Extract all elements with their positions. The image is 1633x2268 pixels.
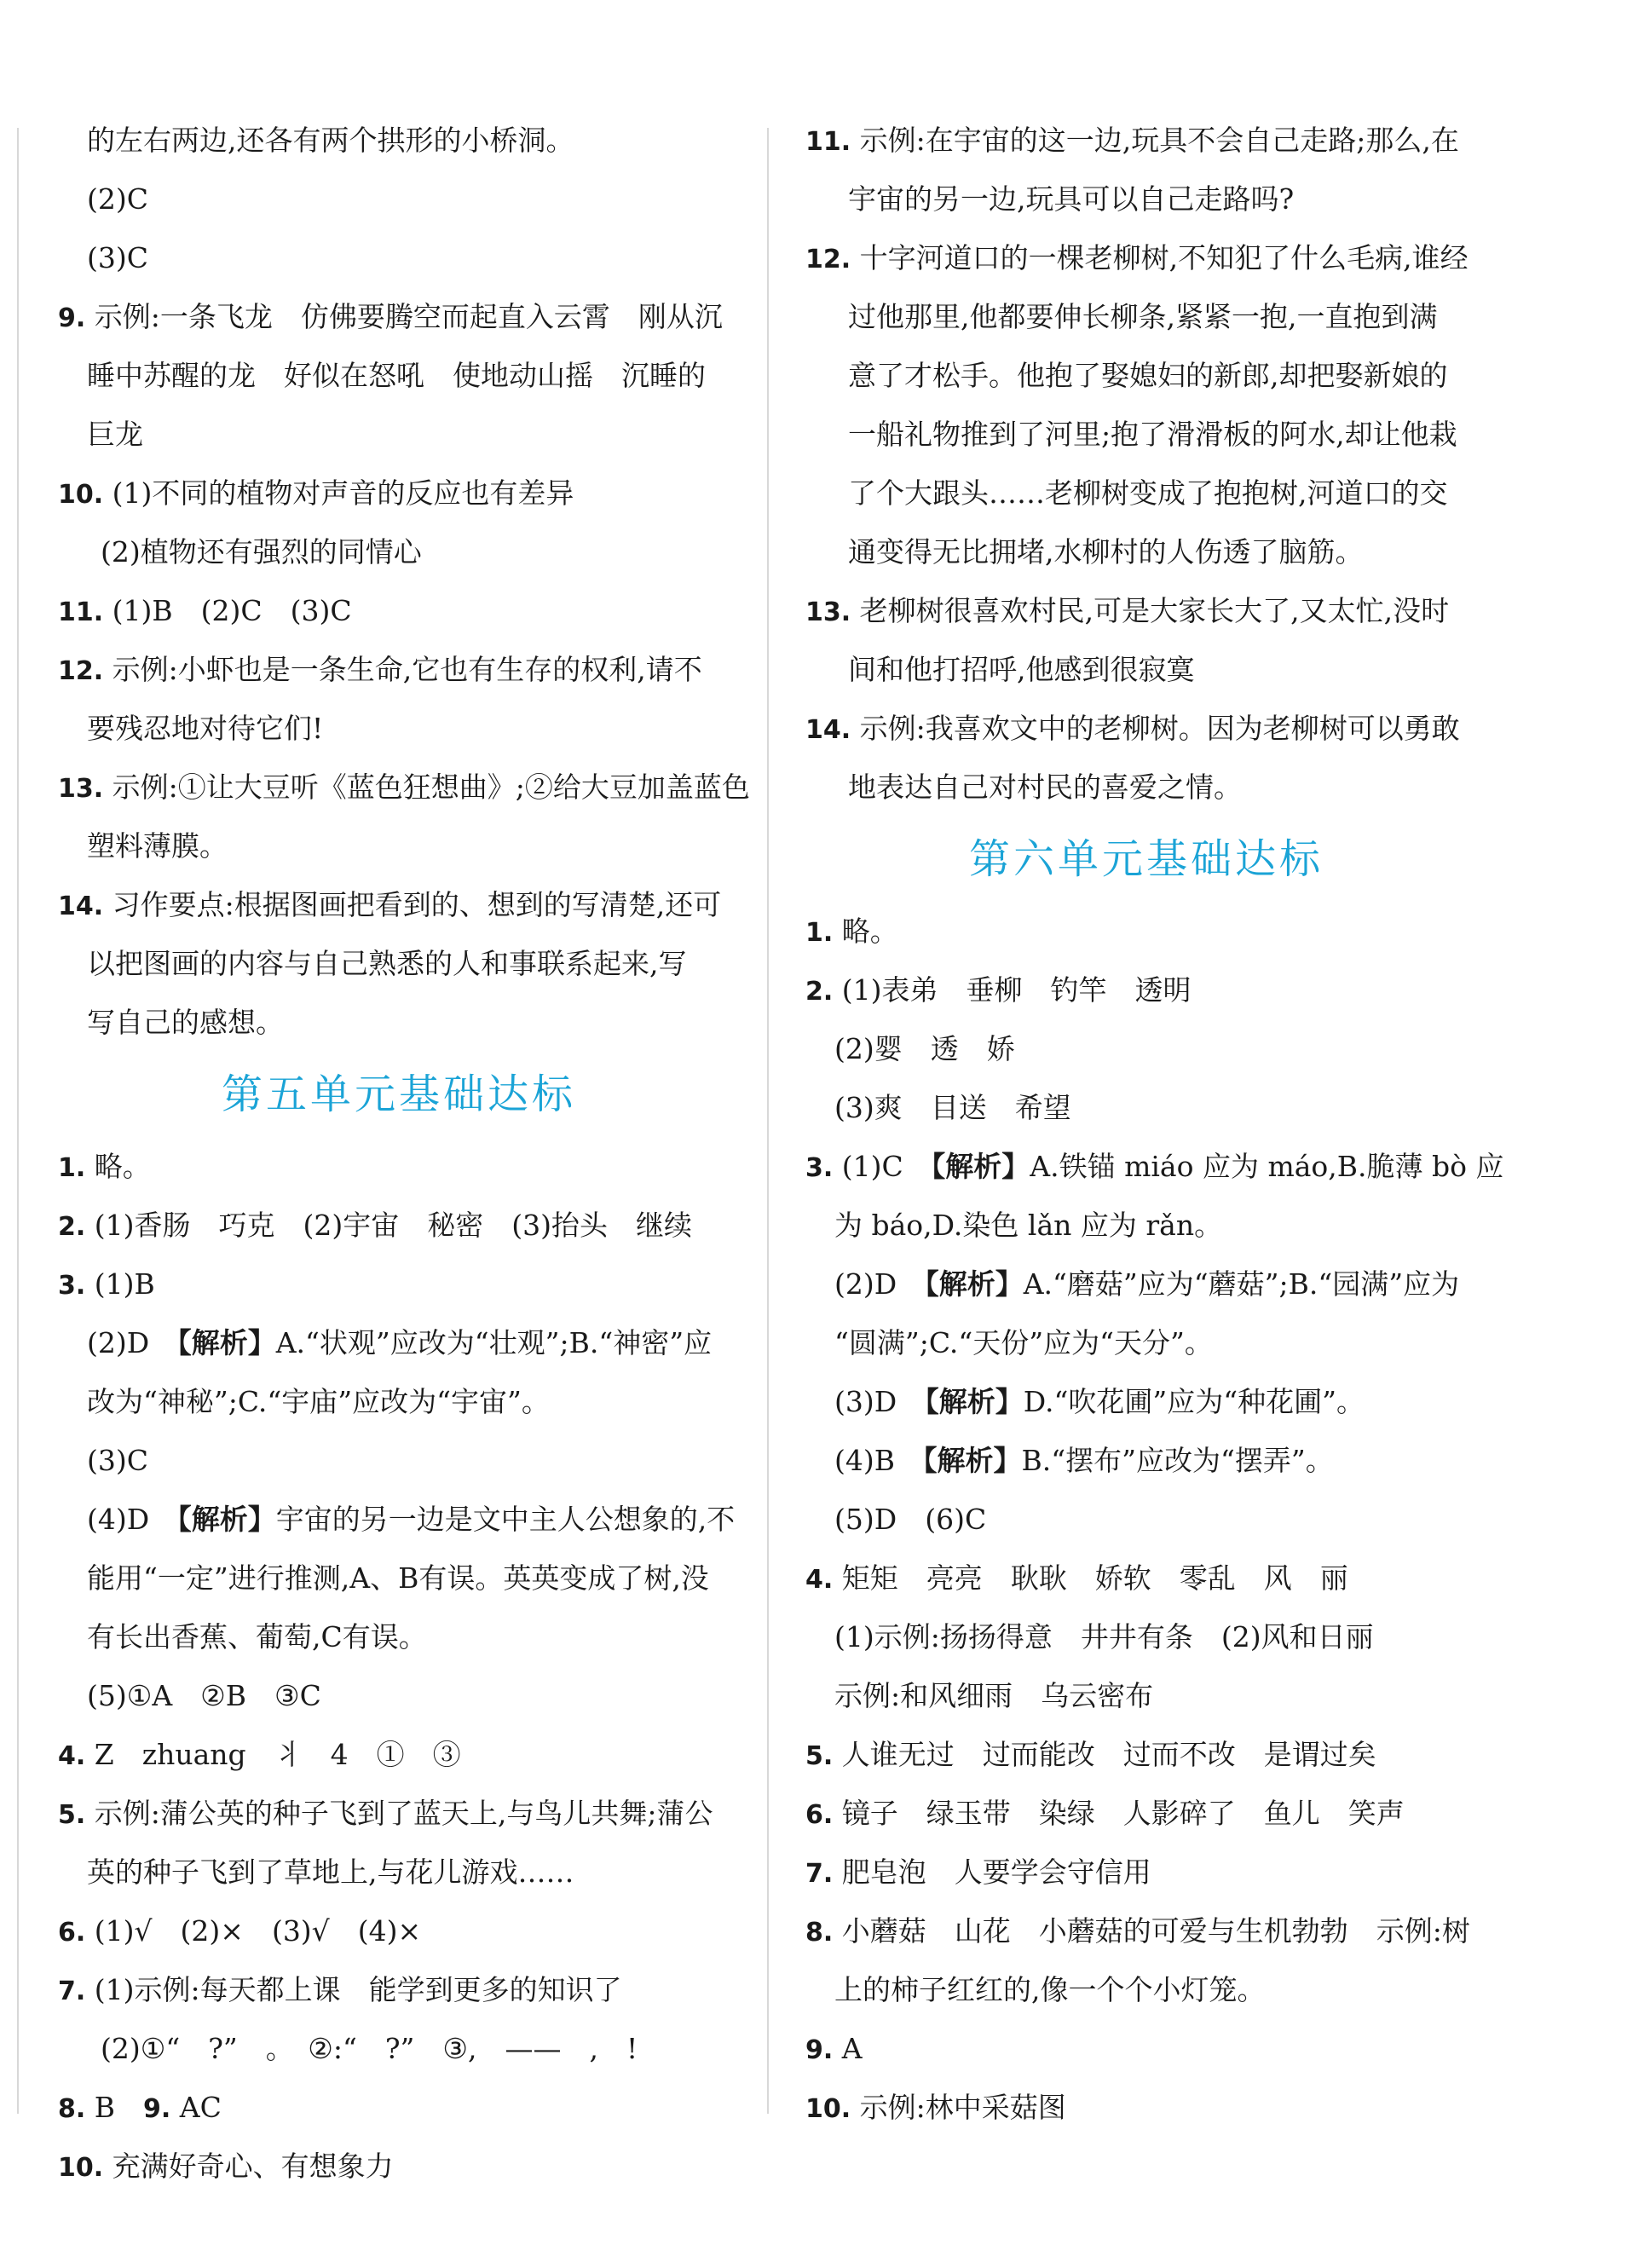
answer-line — [58, 1549, 740, 1607]
answer-line — [58, 346, 740, 405]
answer-line — [58, 1196, 740, 1255]
answer-line — [805, 640, 1487, 699]
answer-text: D.“吹花圃”应为“种花圃”。 — [1023, 1385, 1365, 1418]
answer-line — [58, 464, 740, 522]
answer-line — [58, 1902, 740, 1960]
answer-text: 示例:小虾也是一条生命,它也有生存的权利,请不 — [103, 653, 702, 686]
answer-text: 矩矩 亮亮 耿耿 娇软 零乱 风 丽 — [833, 1561, 1348, 1595]
answer-line — [58, 993, 740, 1052]
answer-text: 巨龙 — [87, 418, 143, 451]
answer-text: 示例:一条飞龙 仿佛要腾空而起直入云霄 刚从沉 — [85, 300, 723, 333]
answer-line — [805, 1137, 1504, 1196]
question-number: 12. — [805, 245, 851, 274]
answer-text: A — [833, 2032, 863, 2065]
answer-line — [805, 522, 1487, 581]
answer-text: 宇宙的另一边是文中主人公想象的,不 — [275, 1503, 736, 1536]
answer-line — [805, 1490, 1487, 1549]
question-number: 14. — [58, 892, 104, 921]
answer-text: (2)植物还有强烈的同情心 — [101, 535, 422, 568]
answer-line — [805, 1549, 1487, 1607]
left-answers-unit5 — [58, 1137, 740, 2196]
answer-text: (1)示例:扬扬得意 井井有条 (2)风和日丽 — [834, 1620, 1374, 1653]
answer-line — [58, 1960, 740, 2019]
answer-text: 塑料薄膜。 — [87, 829, 228, 863]
answer-text: “圆满”;C.“天份”应为“天分”。 — [834, 1326, 1213, 1359]
answer-line — [58, 2137, 740, 2196]
answer-line — [805, 902, 1487, 961]
column-divider — [767, 128, 769, 2114]
answer-text: 一船礼物推到了河里;抱了滑滑板的阿水,却让他栽 — [848, 418, 1457, 451]
question-number: 6. — [805, 1800, 834, 1830]
answer-line — [805, 1372, 1487, 1431]
answer-line — [58, 875, 740, 934]
analysis-tag: 【解析】 — [925, 1267, 1024, 1301]
answer-text: 意了才松手。他抱了娶媳妇的新郎,却把娶新娘的 — [848, 359, 1448, 392]
right-column — [805, 111, 1504, 2137]
question-number: 4. — [58, 1741, 86, 1771]
sub-answer: (3)D — [834, 1385, 926, 1418]
question-number: 10. — [805, 2094, 851, 2124]
answer-line — [805, 287, 1487, 346]
answer-line — [805, 581, 1487, 640]
sub-answer: (4)B — [834, 1444, 923, 1477]
answer-line — [58, 111, 740, 170]
answer-text: (2)C — [87, 182, 148, 216]
answer-line — [805, 1431, 1487, 1490]
answer-text: 地表达自己对村民的喜爱之情。 — [848, 770, 1242, 804]
answer-text: 示例:和风细雨 乌云密布 — [834, 1679, 1154, 1712]
answer-text: 小蘑菇 山花 小蘑菇的可爱与生机勃勃 示例:树 — [833, 1914, 1470, 1948]
question-number: 9. — [805, 2035, 834, 2065]
answer-text: 示例:①让大豆听《蓝色狂想曲》;②给大豆加盖蓝色 — [103, 770, 750, 804]
answer-line — [805, 1019, 1487, 1078]
answer-line — [805, 346, 1487, 405]
answer-line — [805, 1196, 1487, 1255]
answer-line — [58, 934, 740, 993]
answer-line — [58, 1255, 740, 1313]
answer-text: 有长出香蕉、葡萄,C有误。 — [87, 1620, 427, 1653]
answer-text: B — [85, 2091, 144, 2124]
answer-text: 要残忍地对待它们! — [87, 712, 324, 745]
answer-text: 改为“神秘”;C.“宇庙”应改为“宇宙”。 — [87, 1385, 550, 1418]
answer-text: 示例:林中采菇图 — [851, 2091, 1066, 2124]
answer-line — [805, 1666, 1487, 1725]
sub-answer: (2)D — [834, 1267, 926, 1301]
answer-text: 写自己的感想。 — [87, 1006, 284, 1039]
answer-line — [805, 1902, 1487, 1960]
question-number: 1. — [805, 918, 834, 948]
answer-line — [58, 522, 740, 581]
question-number: 7. — [805, 1859, 834, 1889]
answer-text: 能用“一定”进行推测,A、B有误。英英变成了树,没 — [87, 1561, 709, 1595]
analysis-tag: 【解析】 — [925, 1385, 1024, 1418]
answer-text: (3)C — [87, 241, 148, 274]
answer-text: (1)表弟 垂柳 钓竿 透明 — [833, 973, 1192, 1007]
question-number: 8. — [805, 1918, 834, 1948]
answer-line — [58, 1372, 740, 1431]
answer-text: (5)①A ②B ③C — [87, 1679, 321, 1712]
answer-text: 示例:我喜欢文中的老柳树。因为老柳树可以勇敢 — [851, 712, 1460, 745]
right-answers-unit5-tail — [805, 111, 1487, 817]
answer-text: (2)①“ ?” 。 ②:“ ?” ③, —— , ! — [101, 2032, 638, 2065]
answer-line — [58, 1313, 740, 1372]
answer-line — [805, 1784, 1487, 1843]
question-number: 9. — [58, 303, 86, 333]
answer-text: 间和他打招呼,他感到很寂寞 — [848, 653, 1195, 686]
answer-text: 宇宙的另一边,玩具可以自己走路吗? — [848, 182, 1295, 216]
answer-text: B.“摆布”应改为“摆弄”。 — [1021, 1444, 1334, 1477]
answer-line — [58, 1725, 740, 1784]
question-number: 13. — [58, 774, 104, 804]
answer-line — [58, 1490, 740, 1549]
right-answers-unit6 — [805, 902, 1504, 2137]
answer-text: (2)婴 透 娇 — [834, 1032, 1015, 1065]
question-number: 13. — [805, 597, 851, 627]
answer-line — [805, 1607, 1487, 1666]
answer-text: 上的柿子红红的,像一个个小灯笼。 — [834, 1973, 1266, 2006]
analysis-tag: 【解析】 — [177, 1503, 276, 1536]
left-column — [58, 111, 750, 2196]
answer-text: (1)示例:每天都上课 能学到更多的知识了 — [85, 1973, 622, 2006]
answer-line — [805, 1725, 1487, 1784]
unit5-heading: 第五单元基础达标 — [221, 1071, 576, 1118]
answer-text: 十字河道口的一棵老柳树,不知犯了什么毛病,谁经 — [851, 241, 1469, 274]
answer-line — [58, 1431, 740, 1490]
analysis-tag: 【解析】 — [177, 1326, 276, 1359]
question-number: 6. — [58, 1918, 86, 1948]
answer-text: (1)B — [85, 1267, 155, 1301]
answer-text: (3)爽 目送 希望 — [834, 1091, 1071, 1124]
answer-text: (1)√ (2)× (3)√ (4)× — [85, 1914, 422, 1948]
answer-line — [805, 699, 1487, 758]
answer-text: 习作要点:根据图画把看到的、想到的写清楚,还可 — [103, 888, 722, 921]
answer-line — [58, 2019, 740, 2078]
answer-line — [58, 1666, 740, 1725]
answer-line — [58, 1137, 740, 1196]
question-number: 11. — [805, 127, 851, 157]
answer-text: 过他那里,他都要伸长柳条,紧紧一抱,一直抱到满 — [848, 300, 1438, 333]
answer-text: (3)C — [87, 1444, 148, 1477]
question-number: 7. — [58, 1977, 86, 2006]
answer-line — [805, 758, 1487, 817]
answer-line — [805, 170, 1487, 228]
answer-text: 通变得无比拥堵,水柳村的人伤透了脑筋。 — [848, 535, 1364, 568]
answer-text: A.“状观”应改为“壮观”;B.“神密”应 — [275, 1326, 713, 1359]
answer-text: 了个大跟头……老柳树变成了抱抱树,河道口的交 — [848, 476, 1448, 510]
answer-text: 以把图画的内容与自己熟悉的人和事联系起来,写 — [87, 947, 687, 980]
answer-line — [805, 1843, 1487, 1902]
question-number: 9. — [143, 2094, 171, 2124]
answer-text: 为 báo,D.染色 lǎn 应为 rǎn。 — [834, 1209, 1223, 1242]
sub-answer: (1)C — [833, 1150, 932, 1183]
answer-line — [805, 2078, 1487, 2137]
answer-text: 人谁无过 过而能改 过而不改 是谓过矣 — [833, 1738, 1376, 1771]
answer-line — [805, 1960, 1487, 2019]
answer-line — [805, 1313, 1487, 1372]
answer-line — [58, 170, 740, 228]
question-number: 12. — [58, 656, 104, 686]
answer-line — [805, 2019, 1487, 2078]
answer-line — [58, 640, 740, 699]
question-number: 8. — [58, 2094, 86, 2124]
answer-text: 略。 — [85, 1150, 151, 1183]
answer-line — [58, 1607, 740, 1666]
answer-line — [58, 581, 740, 640]
analysis-tag: 【解析】 — [931, 1150, 1030, 1183]
unit6-heading: 第六单元基础达标 — [968, 835, 1324, 883]
question-number: 4. — [805, 1565, 834, 1595]
question-number: 1. — [58, 1153, 86, 1183]
question-number: 3. — [805, 1153, 834, 1183]
answer-line — [805, 1255, 1487, 1313]
answer-text: AC — [170, 2091, 222, 2124]
answer-line — [805, 405, 1487, 464]
answer-line — [805, 464, 1487, 522]
answer-line — [805, 1078, 1487, 1137]
answer-line — [58, 405, 740, 464]
answer-line — [805, 228, 1487, 287]
answer-text: 示例:在宇宙的这一边,玩具不会自己走路;那么,在 — [851, 124, 1459, 157]
question-number: 5. — [805, 1741, 834, 1771]
answer-text: (1)香肠 巧克 (2)宇宙 秘密 (3)抬头 继续 — [85, 1209, 693, 1242]
left-answers-unit4-tail — [58, 111, 750, 1052]
sub-answer: (4)D — [87, 1503, 178, 1536]
answer-text: 英的种子飞到了草地上,与花儿游戏…… — [87, 1855, 574, 1889]
answer-text: 略。 — [833, 915, 898, 948]
answer-text: 示例:蒲公英的种子飞到了蓝天上,与鸟儿共舞;蒲公 — [85, 1797, 713, 1830]
answer-line — [58, 758, 750, 817]
answer-text: 老柳树很喜欢村民,可是大家长大了,又太忙,没时 — [851, 594, 1450, 627]
answer-text: 充满好奇心、有想象力 — [103, 2150, 394, 2183]
answer-text: A.“磨菇”应为“蘑菇”;B.“园满”应为 — [1023, 1267, 1460, 1301]
sub-answer: (2)D — [87, 1326, 178, 1359]
answer-text: 肥皂泡 人要学会守信用 — [833, 1855, 1151, 1889]
answer-line — [58, 1784, 740, 1843]
question-number: 2. — [58, 1212, 86, 1242]
answer-line — [58, 287, 740, 346]
answer-line — [58, 228, 740, 287]
answer-text: 的左右两边,还各有两个拱形的小桥洞。 — [87, 124, 574, 157]
answer-line — [58, 1843, 740, 1902]
answer-text: 睡中苏醒的龙 好似在怒吼 使地动山摇 沉睡的 — [87, 359, 706, 392]
analysis-tag: 【解析】 — [923, 1444, 1022, 1477]
question-number: 10. — [58, 480, 104, 510]
answer-text: A.铁锚 miáo 应为 máo,B.脆薄 bò 应 — [1030, 1150, 1504, 1183]
answer-text: (5)D (6)C — [834, 1503, 987, 1536]
answer-text: (1)B (2)C (3)C — [103, 594, 352, 627]
answer-line — [58, 699, 740, 758]
question-number: 2. — [805, 977, 834, 1007]
answer-line — [58, 817, 740, 875]
answer-line — [58, 2078, 740, 2137]
left-margin-rule — [17, 128, 19, 2114]
question-number: 10. — [58, 2153, 104, 2183]
question-number: 14. — [805, 715, 851, 745]
answer-text: Z zhuang 丬 4 ① ③ — [85, 1738, 461, 1771]
answer-text: 镜子 绿玉带 染绿 人影碎了 鱼儿 笑声 — [833, 1797, 1405, 1830]
answer-line — [805, 961, 1487, 1019]
answer-text: (1)不同的植物对声音的反应也有差异 — [103, 476, 574, 510]
question-number: 11. — [58, 597, 104, 627]
question-number: 3. — [58, 1271, 86, 1301]
answer-line — [805, 111, 1487, 170]
question-number: 5. — [58, 1800, 86, 1830]
